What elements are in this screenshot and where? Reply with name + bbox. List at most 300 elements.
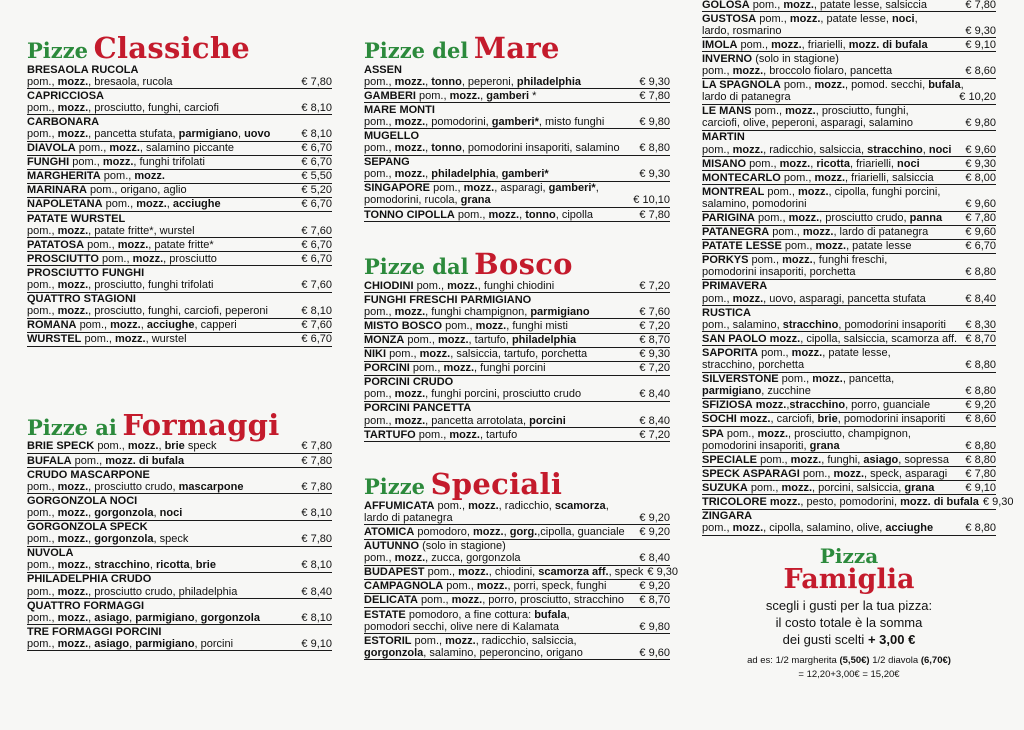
famiglia-line-1: scegli i gusti per la tua pizza: <box>765 598 933 614</box>
menu-item <box>702 212 996 226</box>
menu-item <box>702 131 996 157</box>
item-price: € 8,80 <box>639 142 670 155</box>
item-ingredients: pom., mozz., tartufo, philadelphia <box>407 334 577 346</box>
item-ingredients: pom., mozz., gorgonzola, speck <box>27 533 189 546</box>
menu-item <box>702 240 996 254</box>
item-ingredients: mozz., cipolla, salsiccia, scamorza aff. <box>769 332 958 345</box>
item-name: GAMBERI <box>364 89 416 102</box>
item-price: € 8,10 <box>301 506 332 519</box>
menu-item <box>702 52 996 78</box>
item-ingredients: pom., mozz., prosciutto crudo, philadelphia <box>27 585 238 598</box>
item-name: SFIZIOSA <box>702 399 753 412</box>
menu-item <box>702 373 996 399</box>
menu-item <box>702 157 996 171</box>
item-ingredients: pom., mozz., cipolla, funghi porcini, <box>767 185 941 198</box>
item-ingredients: pom., mozz., tartufo <box>418 428 518 441</box>
item-name: MONZA <box>364 334 405 346</box>
item-name: WURSTEL <box>27 333 82 346</box>
item-price: € 8,30 <box>965 318 996 331</box>
item-name: NAPOLETANA <box>27 198 103 211</box>
item-ingredients: pom., mozz., radicchio, salsiccia, stracchino, noci <box>702 143 952 156</box>
menu-item <box>27 212 332 238</box>
item-ingredients: pom., mozz., patate lesse, salsiccia <box>752 0 927 11</box>
item-price: € 8,40 <box>639 388 670 401</box>
item-price: € 6,70 <box>301 333 332 346</box>
item-price: € 6,70 <box>301 156 332 169</box>
section-title-main: Classiche <box>93 31 251 65</box>
item-price: € 7,80 <box>301 75 332 88</box>
menu-item <box>702 12 996 38</box>
item-price: € 9,30 <box>982 495 1014 508</box>
item-name: NIKI <box>364 348 386 361</box>
item-price: € 9,10 <box>965 38 996 51</box>
item-name: CRUDO MASCARPONE <box>27 468 150 481</box>
item-ingredients: pom., mozz. di bufala <box>74 454 185 467</box>
item-name: PORCINI <box>364 362 410 375</box>
item-price: € 8,40 <box>965 292 996 305</box>
menu-item <box>702 495 1014 509</box>
menu-item <box>27 252 332 266</box>
item-ingredients-2: salamino, pomodorini <box>702 197 807 210</box>
menu-item <box>364 634 670 660</box>
item-name: FUNGHI <box>27 156 70 169</box>
item-name: GOLOSA <box>702 0 750 11</box>
menu-item <box>364 566 679 580</box>
item-ingredients: pom., mozz., acciughe <box>105 198 221 211</box>
item-name: SINGAPORE <box>364 182 431 195</box>
item-ingredients: (solo in stagione) <box>422 540 506 553</box>
item-ingredients: pom., mozz., funghi misti <box>445 319 568 332</box>
menu-item <box>27 521 332 547</box>
item-price: € 7,60 <box>301 224 332 237</box>
section-title-prefix: Pizze <box>364 474 425 500</box>
item-price: € 8,80 <box>965 385 996 398</box>
menu-column-right <box>702 0 1014 682</box>
item-price: € 7,20 <box>639 428 670 441</box>
item-ingredients: pomodoro, mozz., gorg.,cipolla, guanciale <box>417 525 625 538</box>
menu-item <box>27 573 332 599</box>
item-ingredients: (solo in stagione) <box>755 52 839 65</box>
item-ingredients-2: pom., mozz., zucca, gorgonzola <box>364 552 521 565</box>
section-classiche <box>27 31 332 347</box>
item-ingredients: pom., mozz., prosciutto, funghi, carciofi <box>27 101 219 114</box>
menu-item <box>27 625 332 651</box>
item-ingredients: pom., mozz., funghi freschi, <box>751 254 888 267</box>
item-name: PROSCIUTTO <box>27 252 99 265</box>
section-formaggi <box>27 407 332 652</box>
item-ingredients: mozz., carciofi, brie, pomodorini insaporiti <box>739 413 946 426</box>
item-price: € 8,40 <box>639 414 670 427</box>
section-title-prefix: Pizze ai <box>27 414 117 440</box>
item-price: € 10,10 <box>633 194 670 207</box>
menu-item <box>364 293 670 319</box>
item-name: MONTREAL <box>702 185 765 198</box>
menu-item <box>702 413 996 427</box>
item-ingredients-2: stracchino, porchetta <box>702 359 805 372</box>
item-ingredients: pom., mozz., gamberi * <box>419 89 537 102</box>
menu-item <box>364 376 670 402</box>
item-name: TRE FORMAGGI PORCINI <box>27 625 162 638</box>
item-name: AUTUNNO <box>364 540 419 553</box>
section-title-main: Speciali <box>430 467 563 502</box>
menu-item <box>702 0 996 12</box>
item-price: € 8,70 <box>965 332 996 345</box>
item-price: € 7,80 <box>639 89 670 102</box>
item-ingredients: pom., mozz., funghi porcini <box>412 362 546 375</box>
menu-item <box>364 580 670 594</box>
item-ingredients: pom., mozz., prosciutto <box>101 252 217 265</box>
item-price: € 7,20 <box>639 319 670 332</box>
item-ingredients: pom., mozz., uovo, asparagi, pancetta stufata <box>702 292 926 305</box>
menu-item <box>702 280 996 306</box>
famiglia-title: Famiglia <box>783 563 915 595</box>
item-ingredients: pom., mozz., tonno, cipolla <box>457 208 594 221</box>
item-price: € 7,20 <box>639 279 670 292</box>
item-ingredients: pom., mozz., porro, prosciutto, stracchino <box>421 594 625 607</box>
item-price: € 8,40 <box>301 585 332 598</box>
item-price: € 9,60 <box>965 226 996 239</box>
item-name: BUFALA <box>27 454 72 467</box>
item-name: ZINGARA <box>702 510 753 523</box>
section-title-prefix: Pizze del <box>364 38 469 63</box>
item-ingredients: pom., mozz., brie speck <box>97 440 217 453</box>
item-ingredients-2: carciofi, olive, peperoni, asparagi, salamino <box>702 117 913 130</box>
item-ingredients: pom., mozz., pancetta stufata, parmigiano, uovo <box>27 127 271 140</box>
item-name: GORGONZOLA NOCI <box>27 494 138 507</box>
item-name: SPECK ASPARAGI <box>702 467 800 480</box>
item-price: € 6,70 <box>301 252 332 265</box>
item-ingredients: pom., mozz., prosciutto, champignon, <box>726 427 911 440</box>
item-price: € 8,60 <box>965 64 996 77</box>
section-mare <box>364 31 670 222</box>
item-price: € 9,10 <box>301 637 332 650</box>
item-ingredients-2: gorgonzola, salamino, peperoncino, origano <box>364 646 583 659</box>
menu-item <box>364 525 670 539</box>
item-price: € 9,80 <box>639 620 670 633</box>
item-name: CARBONARA <box>27 115 100 128</box>
item-name: MONTECARLO <box>702 171 781 184</box>
item-price: € 8,10 <box>301 101 332 114</box>
menu-item <box>27 63 332 89</box>
item-name: PATANEGRA <box>702 226 770 239</box>
menu-item <box>364 428 670 442</box>
item-ingredients: pom., mozz., funghi trifolati <box>72 156 205 169</box>
famiglia-surcharge: + 3,00 € <box>867 632 916 648</box>
menu-item <box>27 440 332 454</box>
menu-item <box>364 89 670 103</box>
item-price: € 9,30 <box>639 348 670 361</box>
item-ingredients: pom., mozz., funghi porcini, prosciutto crudo <box>364 388 582 401</box>
item-price: € 7,80 <box>301 440 332 453</box>
menu-item <box>364 319 670 333</box>
item-name: GUSTOSA <box>702 12 757 25</box>
item-ingredients: pom., mozz., chiodini, scamorza aff., speck <box>427 566 644 579</box>
section-title <box>364 31 670 65</box>
item-price: € 9,30 <box>639 75 670 88</box>
menu-item <box>702 481 996 495</box>
item-price: € 8,70 <box>639 334 670 346</box>
item-name: SUZUKA <box>702 481 748 494</box>
item-price: € 9,30 <box>965 24 996 37</box>
item-ingredients: pom., mozz., porri, speck, funghi <box>446 580 607 593</box>
item-ingredients: pomodoro, a fine cottura: bufala, <box>408 608 570 621</box>
item-price: € 9,60 <box>965 143 996 156</box>
item-ingredients: pom., mozz., patate lesse, <box>761 346 891 359</box>
famiglia-box <box>702 543 996 682</box>
section-bosco <box>364 247 670 442</box>
item-name: DELICATA <box>364 594 418 607</box>
menu-item <box>702 105 996 131</box>
item-name: MISANO <box>702 157 746 170</box>
item-price: € 8,80 <box>965 359 996 372</box>
item-ingredients: pom., mozz., salsiccia, tartufo, porchetta <box>389 348 588 361</box>
item-name: PORCINI CRUDO <box>364 376 454 389</box>
menu-item <box>364 334 670 348</box>
item-name: NUVOLA <box>27 547 74 560</box>
menu-item <box>27 494 332 520</box>
item-name: GORGONZOLA SPECK <box>27 521 148 534</box>
menu-item <box>27 238 332 252</box>
famiglia-line-3 <box>702 631 996 648</box>
item-ingredients: pom., mozz., pomod. secchi, bufala, <box>783 79 964 92</box>
item-name: ROMANA <box>27 319 77 332</box>
item-ingredients: pom., mozz., lardo di patanegra <box>772 226 929 239</box>
item-ingredients-2: parmigiano, zucchine <box>702 385 811 398</box>
menu-item <box>364 103 670 129</box>
item-ingredients: pom., mozz., tonno, pomodorini insaporiti, salamino <box>364 142 620 155</box>
item-price: € 5,20 <box>301 184 332 197</box>
menu-item <box>364 129 670 155</box>
menu-item <box>702 306 996 332</box>
menu-item <box>27 89 332 115</box>
item-name: TARTUFO <box>364 428 416 441</box>
item-name: ATOMICA <box>364 525 415 538</box>
section-title-prefix: Pizze <box>27 38 88 63</box>
item-price: € 8,80 <box>965 453 996 466</box>
item-price: € 7,60 <box>301 319 332 332</box>
item-ingredients-2: pomodori secchi, olive nere di Kalamata <box>364 620 560 633</box>
item-price: € 8,10 <box>301 127 332 140</box>
section-title <box>27 407 332 442</box>
menu-item <box>702 427 996 453</box>
item-ingredients: pom., mozz., friarielli, salsiccia <box>783 171 934 184</box>
menu-item <box>27 184 332 198</box>
item-ingredients-2: lardo di patanegra <box>702 91 791 104</box>
menu-item <box>702 254 996 280</box>
item-name: INVERNO <box>702 52 753 65</box>
item-ingredients: pom., mozz., radicchio, salsiccia, <box>414 634 577 647</box>
item-ingredients: pom., mozz., patate fritte*, wurstel <box>27 224 195 237</box>
menu-item <box>702 79 996 105</box>
item-price: € 9,20 <box>965 399 996 412</box>
item-name: CHIODINI <box>364 279 414 292</box>
item-price: € 8,10 <box>301 611 332 624</box>
section-speciali-continued <box>702 0 1014 536</box>
item-ingredients-2: pomodorini insaporiti, grana <box>702 439 840 452</box>
item-ingredients: pom., mozz., funghi, asiago, sopressa <box>760 453 950 466</box>
item-ingredients: pom., mozz., ricotta, friarielli, noci <box>749 157 920 170</box>
menu-item <box>27 547 332 573</box>
item-ingredients: pom., mozz., speck, asparagi <box>802 467 948 480</box>
item-name: SOCHI <box>702 413 737 426</box>
item-name: MARTIN <box>702 131 745 144</box>
item-ingredients: pom., mozz., friarielli, mozz. di bufala <box>740 38 928 51</box>
famiglia-example <box>702 654 996 682</box>
item-ingredients: pom., mozz., funghi chiodini <box>416 279 555 292</box>
item-name: ESTATE <box>364 608 406 621</box>
item-price: € 7,60 <box>639 305 670 318</box>
item-ingredients: pom., mozz., asparagi, gamberi*, <box>433 182 599 195</box>
item-ingredients: pom., mozz., wurstel <box>84 333 187 346</box>
menu-item <box>702 453 996 467</box>
item-price: € 8,80 <box>965 439 996 452</box>
menu-item <box>27 333 332 347</box>
section-title-main: Bosco <box>474 247 573 282</box>
menu-item <box>702 226 996 240</box>
item-ingredients: pom., mozz., porcini, salsiccia, grana <box>750 481 935 494</box>
item-price: € 8,10 <box>301 305 332 318</box>
menu-item <box>702 346 996 372</box>
item-ingredients-2: pom., mozz., broccolo fiolaro, pancetta <box>702 64 893 77</box>
item-name: PARIGINA <box>702 212 755 224</box>
item-ingredients: pom., mozz., patate fritte* <box>87 238 214 251</box>
section-title <box>364 467 670 502</box>
item-name: MUGELLO <box>364 129 419 142</box>
item-price: € 7,80 <box>301 480 332 493</box>
menu-item <box>364 348 670 362</box>
item-name: RUSTICA <box>702 306 751 319</box>
item-name: SAN PAOLO <box>702 332 767 345</box>
item-name: PORCINI PANCETTA <box>364 402 472 415</box>
item-name: QUATTRO FORMAGGI <box>27 599 145 612</box>
section-title-main: Mare <box>473 31 560 65</box>
menu-item <box>27 142 332 156</box>
famiglia-title-top: Pizza <box>819 543 879 568</box>
item-ingredients: pom., mozz., acciughe, capperi <box>79 319 237 332</box>
menu-item <box>702 332 996 346</box>
item-price: € 6,70 <box>301 238 332 251</box>
item-name: AFFUMICATA <box>364 499 435 512</box>
item-name: BRIE SPECK <box>27 440 95 453</box>
item-name: SILVERSTONE <box>702 373 779 386</box>
item-name: LA SPAGNOLA <box>702 79 781 92</box>
item-ingredients: pom., salamino, stracchino, pomodorini insaporiti <box>702 318 946 331</box>
item-price: € 10,20 <box>959 91 996 104</box>
item-price: € 9,10 <box>965 481 996 494</box>
menu-item <box>364 540 670 566</box>
item-price: € 9,30 <box>965 157 996 170</box>
item-ingredients: mozz., pesto, pomodorini, mozz. di bufala <box>769 495 979 508</box>
item-price: € 9,30 <box>639 168 670 181</box>
menu-item <box>27 156 332 170</box>
item-name: PROSCIUTTO FUNGHI <box>27 266 145 279</box>
item-price: € 9,80 <box>639 115 670 128</box>
menu-item <box>364 182 670 208</box>
item-name: PRIMAVERA <box>702 280 768 293</box>
item-ingredients-2: lardo di patanegra <box>364 511 453 524</box>
menu-item <box>702 467 996 481</box>
item-name: PATATE LESSE <box>702 240 782 253</box>
item-name: TRICOLORE <box>702 495 767 508</box>
menu-item <box>364 63 670 89</box>
menu-column-middle <box>364 0 679 660</box>
item-ingredients: pom., mozz. <box>103 170 165 183</box>
menu-item <box>364 402 670 428</box>
item-ingredients: pom., mozz., radicchio, scamorza, <box>437 499 609 512</box>
item-price: € 7,20 <box>639 362 670 375</box>
item-price: € 6,70 <box>301 142 332 155</box>
menu-item <box>702 185 996 211</box>
item-price: € 9,60 <box>639 646 670 659</box>
famiglia-example-line-2: = 12,20+3,00€ = 15,20€ <box>798 669 900 681</box>
item-price: € 7,80 <box>965 467 996 480</box>
menu-item <box>364 156 670 182</box>
example-half-1: ad es: 1/2 margherita <box>747 655 837 667</box>
item-ingredients: pom., origano, aglio <box>89 184 187 197</box>
item-price: € 8,00 <box>965 171 996 184</box>
item-ingredients: pom., mozz., patate lesse, noci, <box>759 12 918 25</box>
menu-item <box>702 38 996 52</box>
item-ingredients-2: pomodorini, rucola, grana <box>364 194 491 207</box>
item-price: € 8,70 <box>639 594 670 607</box>
menu-item <box>27 170 332 184</box>
section-title <box>27 31 332 65</box>
menu-item <box>27 468 332 494</box>
item-ingredients: pom., mozz., stracchino, ricotta, brie <box>27 559 216 572</box>
menu-item <box>364 362 670 376</box>
item-ingredients: pom., mozz., prosciutto, funghi trifolati <box>27 279 214 291</box>
menu-item <box>702 171 996 185</box>
item-name: SAPORITA <box>702 346 759 359</box>
menu-column-left <box>27 0 332 651</box>
item-ingredients: pom., mozz., pancetta arrotolata, porcini <box>364 414 566 427</box>
item-name: MISTO BOSCO <box>364 319 443 332</box>
item-ingredients: pom., mozz., tonno, peperoni, philadelphia <box>364 75 582 88</box>
menu-item <box>702 510 996 536</box>
item-ingredients-2: pomodorini insaporiti, porchetta <box>702 266 856 279</box>
item-name: PATATOSA <box>27 238 85 251</box>
menu-item <box>27 115 332 141</box>
item-price: € 8,60 <box>965 413 996 426</box>
menu-item <box>27 198 332 212</box>
item-name: LE MANS <box>702 105 752 118</box>
item-price: € 6,70 <box>301 198 332 211</box>
item-ingredients: pom., mozz., pomodorini, gamberi*, misto funghi <box>364 115 605 128</box>
item-ingredients: pom., mozz., asiago, parmigiano, porcini <box>27 637 234 650</box>
item-name: PORKYS <box>702 254 749 267</box>
menu-item <box>27 266 332 292</box>
item-price: € 9,20 <box>639 525 670 538</box>
item-ingredients: pom., mozz., philadelphia, gamberi* <box>364 168 549 181</box>
item-name: FUNGHI FRESCHI PARMIGIANO <box>364 293 532 306</box>
item-price: € 9,80 <box>965 117 996 130</box>
item-price: € 6,70 <box>965 240 996 253</box>
item-ingredients: pom., mozz., bresaola, rucola <box>27 75 173 88</box>
item-price: € 7,80 <box>639 208 670 221</box>
item-ingredients-2: lardo, rosmarino <box>702 24 782 37</box>
item-name: MARINARA <box>27 184 87 197</box>
item-name: BRESAOLA RUCOLA <box>27 63 139 76</box>
item-ingredients: pom., mozz., prosciutto, funghi, carciofi, peperoni <box>27 305 268 318</box>
item-price: € 9,20 <box>639 580 670 593</box>
item-name: BUDAPEST <box>364 566 425 579</box>
menu-item <box>702 399 996 413</box>
item-ingredients: pom., mozz., salamino piccante <box>78 142 235 155</box>
item-name: MARGHERITA <box>27 170 101 183</box>
menu-item <box>364 208 670 222</box>
section-speciali <box>364 467 679 660</box>
famiglia-line-3a: dei gusti scelti <box>782 632 865 648</box>
